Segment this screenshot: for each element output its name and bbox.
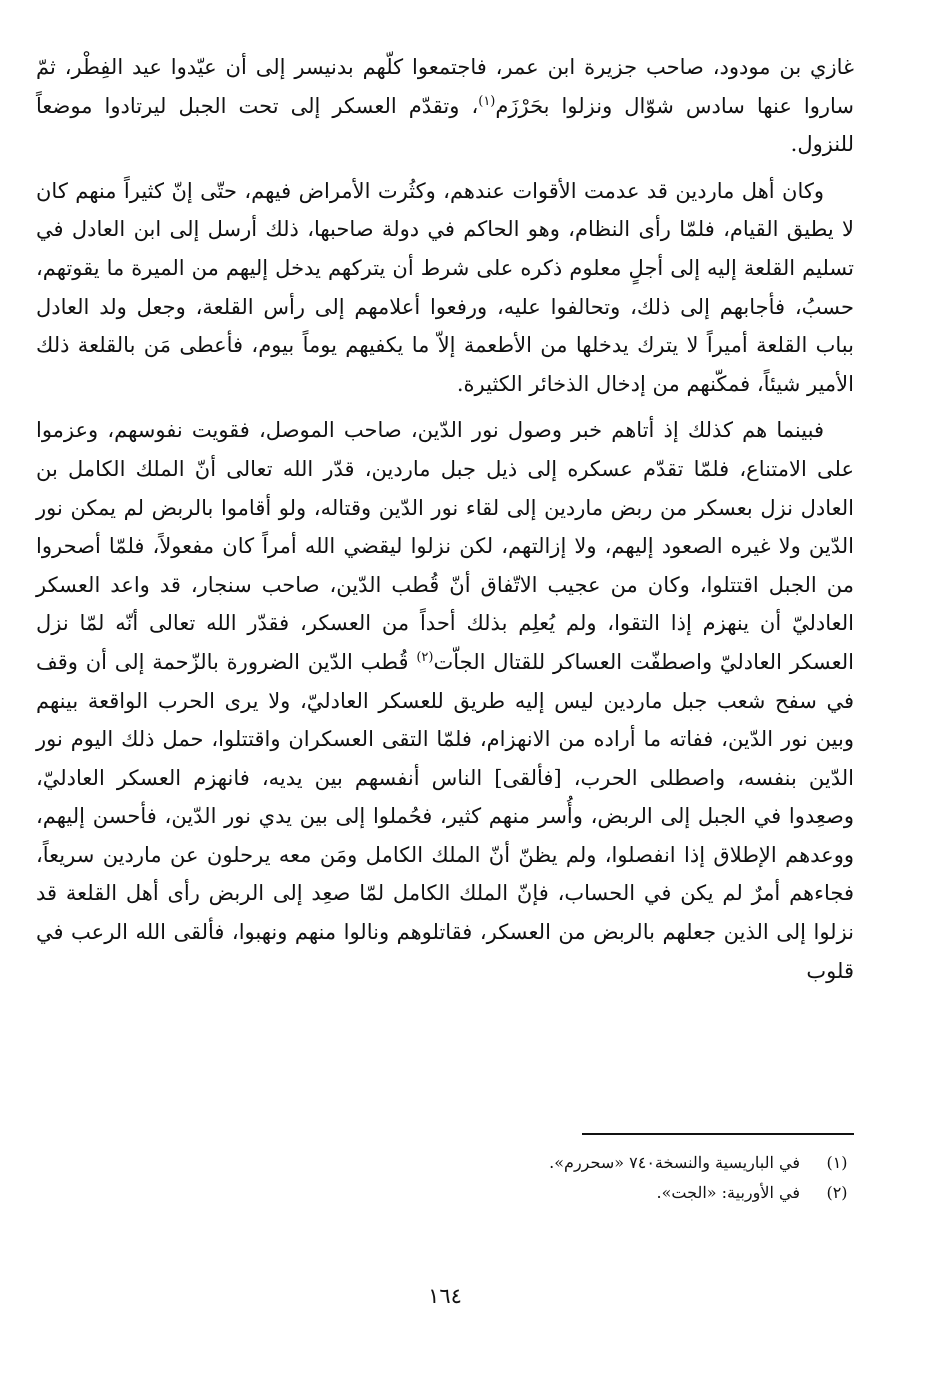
footnote-2 [36, 1178, 854, 1208]
footnote-1 [36, 1148, 854, 1178]
footnote-1-number: (١) [826, 1153, 848, 1172]
footnotes [36, 1148, 854, 1208]
footnote-2-number: (٢) [826, 1183, 848, 1202]
footnote-ref-2: (٢) [416, 649, 434, 665]
footnote-2-text: في الأوربية: «الجت». [656, 1183, 800, 1202]
paragraph-1-text-a: غازي بن مودود، صاحب جزيرة ابن عمر، فاجتمعوا كلّهم بدنيسر إلى أن عيّدوا عيد الفِطْر، ثمّ ساروا عنها سادس شوّال ونزلوا بحَرْزَم [36, 55, 855, 118]
footnote-divider [582, 1133, 854, 1135]
paragraph-2: وكان أهل ماردين قد عدمت الأقوات عندهم، وكثُرت الأمراض فيهم، حتّى إنّ كثيراً منهم كان لا يطيق القيام، فلمّا رأى النظام، وهو الحاكم في دولة صاحبها، ذلك أرسل إلى ابن العادل في تسليم القلعة إليه إلى أجلٍ معلوم ذكره على شرط أن يتركهم يدخل إليهم من الميرة ما يقوتهم، حسبُ، فأجابهم إلى ذلك، وتحالفوا عليه، ورفعوا أعلامهم إلى رأس القلعة، وجعل ولد العادل بباب القلعة أميراً لا يترك يدخلها من الأطعمة إلاّ ما يكفيهم يوماً بيوم، فأعطى مَن بالقلعة ذلك الأمير شيئاً، فمكّنهم من إدخال الذخائر الكثيرة. [36, 178, 854, 396]
footnote-1-text: في الباريسية والنسخة٧٤٠ «سحررم». [549, 1153, 800, 1172]
paragraph-3 [36, 411, 854, 990]
footnote-ref-1: (١) [478, 93, 496, 109]
paragraph-3-text-b: قُطب الدّين الضرورة بالزّحمة إلى أن وقف في سفح شعب جبل ماردين ليس إليه طريق للعسكر العادليّ، ولا يرى الحرب الواقعة بينهم وبين نور الدّين، ففاته ما أراده من الانهزام، فلمّا التقى العسكران واقتتلوا، حمل ذلك اليوم نور الدّين بنفسه، واصطلى الحرب، [فألقى] الناس أنفسهم بين يديه، فانهزم العسكر العادليّ، وصعِدوا في الجبل إلى الربض، وأُسر منهم كثير، فحُملوا إلى بين يدي نور الدّين، فأحسن إليهم، ووعدهم الإطلاق إذا انفصلوا، ولم يظنّ أنّ الملك الكامل ومَن معه يرحلون عن ماردين سريعاً، فجاءهم أمرٌ لم يكن في الحساب، فإنّ الملك الكامل لمّا صعِد إلى الربض رأى أهل القلعة قد نزلوا إلى الذين جعلهم بالربض من العسكر، فقاتلوهم ونالوا منهم ونهبوا، فألقى الله الرعب في قلوب [36, 649, 854, 983]
main-text [36, 48, 854, 998]
page-number: ١٦٤ [428, 1284, 462, 1308]
paragraph-1 [36, 48, 854, 164]
paragraph-3-text-a: فبينما هم كذلك إذ أتاهم خبر وصول نور الدّين، صاحب الموصل، فقويت نفوسهم، وعزموا على الامتناع، فلمّا تقدّم عسكره إلى ذيل جبل ماردين، قدّر الله تعالى أنّ الملك الكامل بن العادل نزل بعسكر من ربض ماردين إلى لقاء نور الدّين وقتاله، ولو أقاموا بالربض لم يمكن نور الدّين ولا غيره الصعود إليهم، ولا إزالتهم، لكن نزلوا ليقضي الله أمراً كان مفعولاً، فلمّا أصحروا من الجبل اقتتلوا، وكان من عجيب الاتّفاق أنّ قُطب الدّين، صاحب سنجار، قد واعد العسكر العادليّ أن ينهزم إذا التقوا، ولم يُعلِم بذلك أحداً من العسكر، فقدّر الله تعالى أنّه لمّا نزل العسكر العادليّ واصطفّت العساكر للقتال الجاّت [36, 418, 854, 674]
paragraph-1-text-b: ، وتقدّم العسكر إلى تحت الجبل ليرتادوا موضعاً للنزول. [36, 93, 854, 157]
book-page [36, 48, 854, 1348]
